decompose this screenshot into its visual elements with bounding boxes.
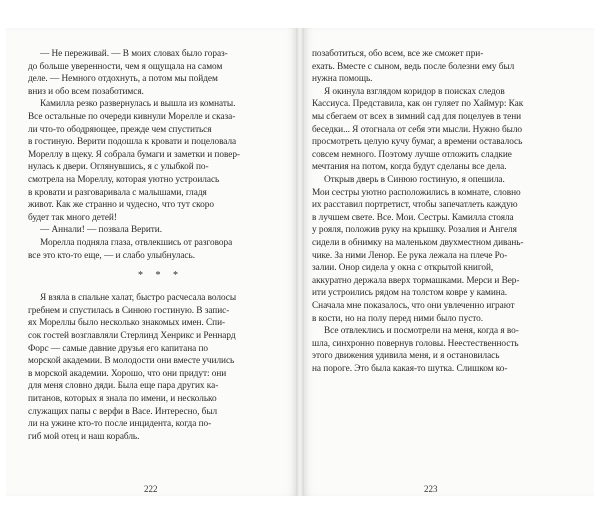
text-line: ити устроились рядом на толстом ковре у камина.	[312, 288, 508, 299]
text-line: вниз и обо всем позаботимся.	[28, 86, 144, 97]
text-line: питанов, которых я знала по имени, и несколько	[28, 394, 217, 404]
text-line: смотрела на Мореллу, которая уютно устроилась	[28, 175, 220, 185]
text-line: в кости, но на полу перед ними было пусто.	[312, 313, 484, 324]
text-line: в гостиную. Верити подошла к кровати и поцеловала	[28, 137, 237, 148]
text-line: шла, синхронно повернув головы. Неестественность	[312, 338, 519, 349]
text-line: ях Мореллы было несколько знакомых имен. Спи-	[28, 318, 226, 329]
text-line: до больше уверенности, чем я ощущала на самом	[28, 61, 223, 72]
text-line: Мореллу в щеку. Я собрала бумаги и заметки и повер-	[28, 149, 240, 160]
text-line: все это кто-то еще, — и слабо улыбнулась.	[28, 250, 195, 261]
text-line: в морской академии. Хорошо, что они придут: они	[28, 368, 227, 379]
text-line: — Не переживай. — В моих словах было гораз-	[40, 49, 228, 59]
text-line: Все остальные по очереди кивнули Морелле и сказа-	[28, 112, 236, 122]
text-line: Морелла подняла глаза, отвлекшись от разговора	[40, 238, 233, 248]
text-line: чике. За ними Ленор. Ее рука лежала на плече Ро-	[312, 250, 508, 261]
scene-break-stars: * * *	[138, 269, 183, 281]
text-line: Открыв дверь в Синюю гостиную, я опешила.	[324, 175, 505, 185]
text-line: нулась к двери. Оглянувшись, я с улыбкой по-	[28, 162, 209, 173]
text-line: на пороге. Это была какая-то шутка. Слишком ко-	[312, 364, 508, 374]
text-line: для меня словно дяди. Была еще пара других ка-	[28, 381, 219, 392]
text-line: гребнем и спустилась в Синюю гостиную. В запис-	[28, 305, 230, 316]
text-line: залии. Онор сидела у окна с открытой книгой,	[312, 263, 494, 274]
text-line: будет так много детей!	[28, 212, 117, 223]
text-line: деле. — Немного отдохнуть, а потом мы пойдем	[28, 74, 218, 85]
text-line: — Аннали! — позвала Верити.	[40, 225, 162, 236]
left-page	[6, 28, 296, 496]
text-line: аккуратно держала вверх тормашками. Мерси и Вер-	[312, 275, 520, 286]
text-line: служащих папы с верфи в Васе. Интересно, был	[28, 406, 218, 417]
text-line: нужна помощь.	[312, 74, 373, 85]
book-gutter	[296, 28, 304, 496]
page-number: 223	[424, 484, 438, 494]
text-line: сок гостей возглавляли Стерлинд Хенрикс и Реннард	[28, 331, 236, 341]
text-line: Все отвлеклись и посмотрели на меня, когда я во-	[324, 326, 519, 337]
text-line: в лучшем свете. Все. Мои. Сестры. Камилла стояла	[312, 212, 514, 223]
text-line: сидели в обнимку на маленьком двухместном дивань-	[312, 238, 524, 248]
text-line: совсем немного. Поэтому лучше отложить сладкие	[312, 149, 512, 160]
right-page	[304, 28, 594, 496]
text-line: просмотреть целую кучу бумаг, а времени оставалось	[312, 137, 523, 148]
text-line: Камилла резко развернулась и вышла из комнаты.	[40, 99, 236, 110]
text-line: этого движения удивила меня, и я остановилась	[312, 351, 500, 362]
text-line: ехать. Вместе с сыном, ведь после болезни ему был	[312, 61, 515, 72]
text-line: в кровати и разговаривала с малышами, гладя	[28, 187, 207, 198]
text-line: Форс — самые давние друзья его капитана по	[28, 343, 208, 354]
text-line: мы сбегаем от всех в зимний сад для поцелуев в тени	[312, 112, 522, 122]
text-line: Я взяла в спальне халат, быстро расчесала волосы	[40, 293, 237, 304]
text-line: беседки... Я отогнала от себя эти мысли. Нужно было	[312, 124, 523, 135]
text-line: ли на ужине кто-то после инцидента, когда по-	[28, 419, 212, 430]
text-line: Мои сестры уютно расположились в комнате, словно	[312, 187, 521, 198]
text-line: их расставил портретист, чтобы запечатлеть каждую	[312, 200, 518, 211]
text-line: гиб мой отец и наш корабль.	[28, 431, 140, 442]
text-line: мечтания на потом, когда будут сделаны все дела.	[312, 162, 507, 173]
text-line: у рояля, положив руку на крышку. Розалия и Ангеля	[312, 225, 517, 236]
text-line: позаботиться, обо всем, все же сможет при-	[312, 49, 484, 59]
text-line: морской академии. В молодости они вместе учились	[28, 356, 235, 367]
text-line: ли что-то ободряющее, прежде чем спуститься	[28, 124, 212, 135]
text-line: живот. Как же странно и чудесно, что тут скоро	[28, 200, 214, 211]
text-line: Сначала мне показалось, что они увлеченно играют	[312, 301, 515, 311]
page-number: 222	[144, 484, 158, 494]
text-line: Кассиуса. Представила, как он гуляет по Хаймур: Как	[312, 99, 524, 110]
text-line: Я окинула взглядом коридор в поисках следов	[324, 86, 505, 97]
